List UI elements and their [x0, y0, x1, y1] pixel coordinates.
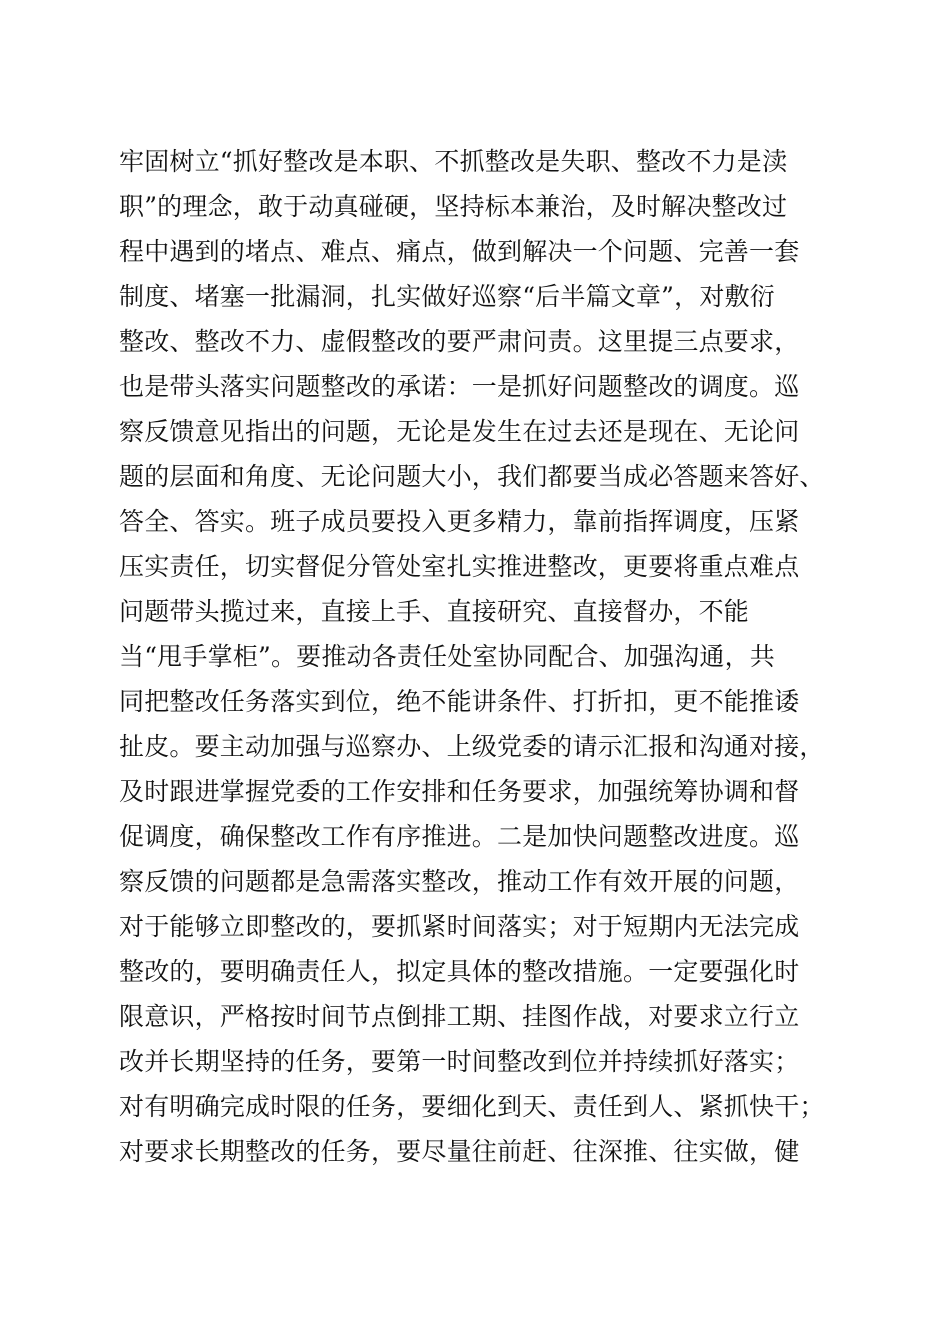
text-line: 当“甩手掌柜”。要推动各责任处室协同配合、加强沟通，共	[119, 642, 775, 671]
text-line: 及时跟进掌握党委的工作安排和任务要求，加强统筹协调和督	[119, 777, 800, 806]
text-line: 改并长期坚持的任务，要第一时间整改到位并持续抓好落实；	[119, 1047, 800, 1076]
text-line: 整改的，要明确责任人，拟定具体的整改措施。一定要强化时	[119, 957, 800, 986]
text-line: 整改、整改不力、虚假整改的要严肃问责。这里提三点要求，	[119, 327, 800, 356]
text-line: 察反馈意见指出的问题，无论是发生在过去还是现在、无论问	[119, 417, 800, 446]
text-line: 题的层面和角度、无论问题大小，我们都要当成必答题来答好、	[119, 462, 825, 491]
text-line: 程中遇到的堵点、难点、痛点，做到解决一个问题、完善一套	[119, 237, 800, 266]
text-line: 限意识，严格按时间节点倒排工期、挂图作战，对要求立行立	[119, 1002, 800, 1031]
text-line: 对有明确完成时限的任务，要细化到天、责任到人、紧抓快干；	[119, 1092, 825, 1121]
text-line: 压实责任，切实督促分管处室扎实推进整改，更要将重点难点	[119, 552, 800, 581]
text-line: 扯皮。要主动加强与巡察办、上级党委的请示汇报和沟通对接，	[119, 732, 825, 761]
text-line: 牢固树立“抓好整改是本职、不抓整改是失职、整改不力是渎	[119, 147, 788, 176]
text-line: 答全、答实。班子成员要投入更多精力，靠前指挥调度，压紧	[119, 507, 800, 536]
text-line: 对于能够立即整改的，要抓紧时间落实；对于短期内无法完成	[119, 912, 800, 941]
text-line: 促调度，确保整改工作有序推进。二是加快问题整改进度。巡	[119, 822, 800, 851]
text-line: 察反馈的问题都是急需落实整改，推动工作有效开展的问题，	[119, 867, 800, 896]
body-text	[119, 139, 849, 1174]
text-line: 职”的理念，敢于动真碰硬，坚持标本兼治，及时解决整改过	[119, 192, 788, 221]
text-line: 对要求长期整改的任务，要尽量往前赶、往深推、往实做，健	[119, 1137, 800, 1166]
text-line: 问题带头揽过来，直接上手、直接研究、直接督办，不能	[119, 597, 750, 626]
text-line: 同把整改任务落实到位，绝不能讲条件、打折扣，更不能推诿	[119, 687, 800, 716]
text-line: 也是带头落实问题整改的承诺：一是抓好问题整改的调度。巡	[119, 372, 800, 401]
text-line: 制度、堵塞一批漏洞，扎实做好巡察“后半篇文章”，对敷衍	[119, 282, 775, 311]
